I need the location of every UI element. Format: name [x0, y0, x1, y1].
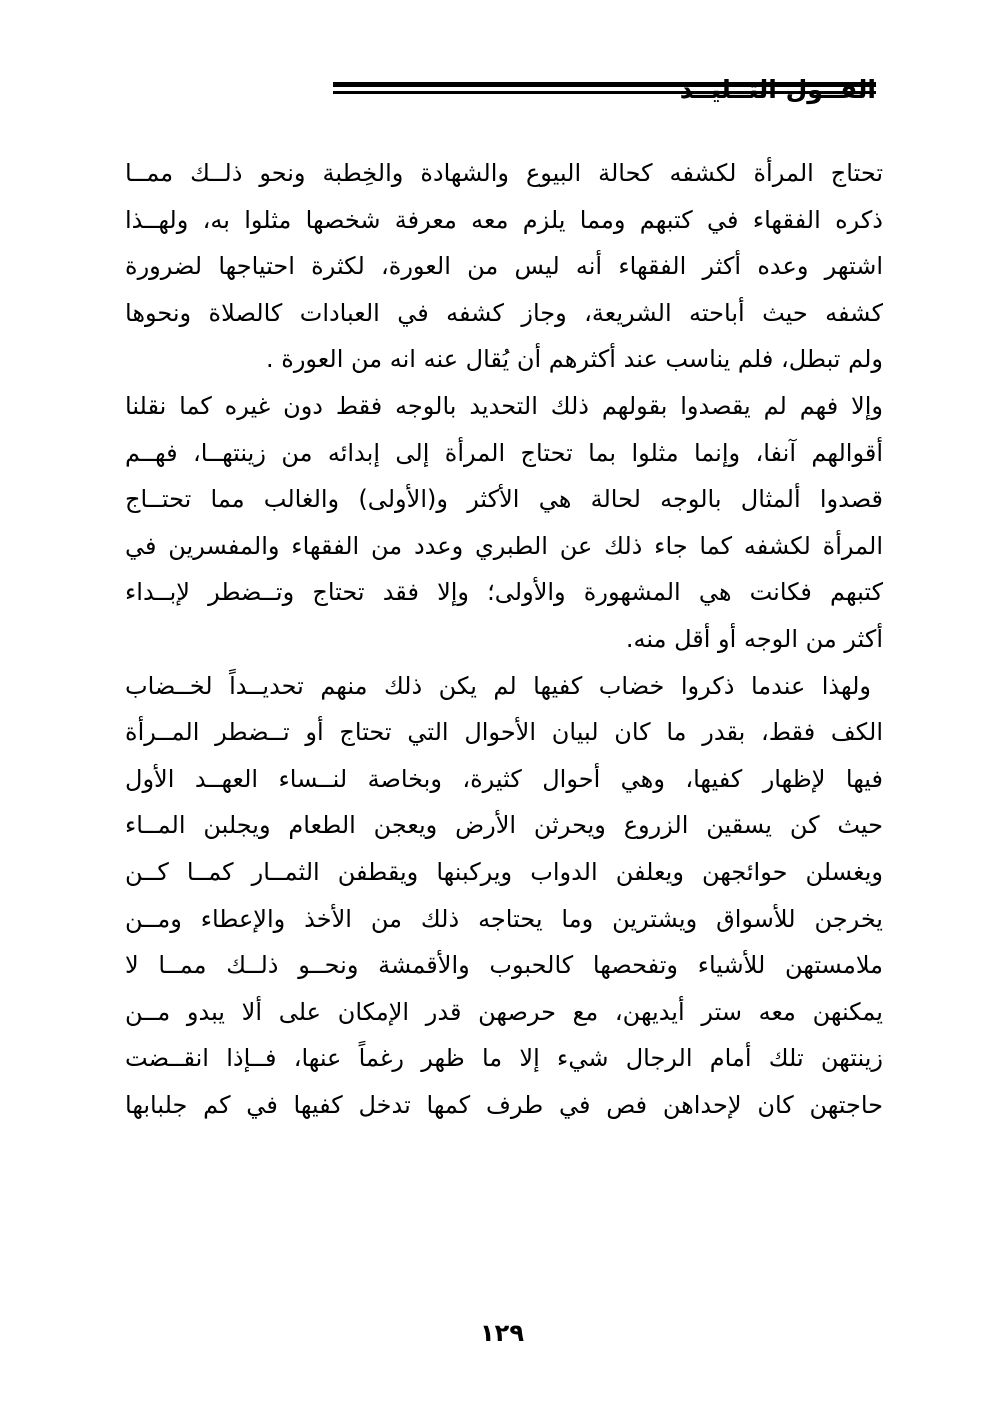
text-line: اشتهر وعده أكثر الفقهاء أنه ليس من العورة، لكثرة احتياجها لضرورة: [125, 252, 883, 281]
text-line: فيها لإظهار كفيها، وهي أحوال كثيرة، وبخاصة لنــساء العهــد الأول: [125, 764, 883, 793]
text-line: ملامستهن للأشياء وتفحصها كالحبوب والأقمشة ونحــو ذلــك ممــا لا: [125, 951, 883, 980]
text-line: ولهذا عندما ذكروا خضاب كفيها لم يكن ذلك منهم تحديــداً لخــضاب: [125, 671, 871, 700]
text-line: أقوالهم آنفا، وإنما مثلوا بما تحتاج المرأة إلى إبدائه من زينتهــا، فهــم: [125, 438, 883, 467]
text-line: ويغسلن حوائجهن ويعلفن الدواب ويركبنها ويقطفن الثمــار كمــا كــن: [125, 857, 883, 886]
text-line: حيث كن يسقين الزروع ويحرثن الأرض ويعجن الطعام ويجلبن المــاء: [125, 811, 883, 840]
text-line: كشفه حيث أباحته الشريعة، وجاز كشفه في العبادات كالصلاة ونحوها: [125, 298, 883, 327]
paragraph-1: [125, 150, 883, 383]
body-text: [125, 150, 883, 1128]
text-line: قصدوا ألمثال بالوجه لحالة هي الأكثر و(الأولى) والغالب مما تحتــاج: [125, 485, 883, 514]
text-line: كتبهم فكانت هي المشهورة والأولى؛ وإلا فقد تحتاج وتــضطر لإبــداء: [125, 578, 883, 607]
text-line: يخرجن للأسواق ويشترين وما يحتاجه ذلك من الأخذ والإعطاء ومــن: [125, 904, 883, 933]
running-header: [128, 70, 876, 110]
text-line: وإلا فهم لم يقصدوا بقولهم ذلك التحديد بالوجه فقط دون غيره كما نقلنا: [125, 391, 883, 420]
text-line: يمكنهن معه ستر أيديهن، مع حرصهن قدر الإمكان على ألا يبدو مــن: [125, 997, 883, 1026]
header-double-rule: [333, 82, 876, 94]
paragraph-3: [125, 663, 883, 1129]
text-line: تحتاج المرأة لكشفه كحالة البيوع والشهادة والخِطبة ونحو ذلــك ممــا: [125, 159, 883, 187]
text-line: زينتهن تلك أمام الرجال شيء إلا ما ظهر رغماً عنها، فــإذا انقــضت: [125, 1044, 883, 1073]
text-line: أكثر من الوجه أو أقل منه.: [625, 624, 883, 653]
text-line: ولم تبطل، فلم يناسب عند أكثرهم أن يُقال عنه انه من العورة .: [265, 345, 883, 374]
text-line: حاجتهن كان لإحداهن فص في طرف كمها تدخل كفيها في كم جلبابها: [125, 1090, 883, 1119]
paragraph-2: [125, 383, 883, 663]
page-number: ١٢٩: [480, 1319, 524, 1347]
text-line: ذكره الفقهاء في كتبهم ومما يلزم معه معرفة شخصها مثلوا به، ولهــذا: [125, 205, 883, 234]
text-line: المرأة لكشفه كما جاء ذلك عن الطبري وعدد من الفقهاء والمفسرين في: [125, 531, 883, 560]
text-line: الكف فقط، بقدر ما كان لبيان الأحوال التي تحتاج أو تــضطر المــرأة: [125, 718, 883, 747]
header-title: القــول التــليــد: [679, 75, 876, 104]
